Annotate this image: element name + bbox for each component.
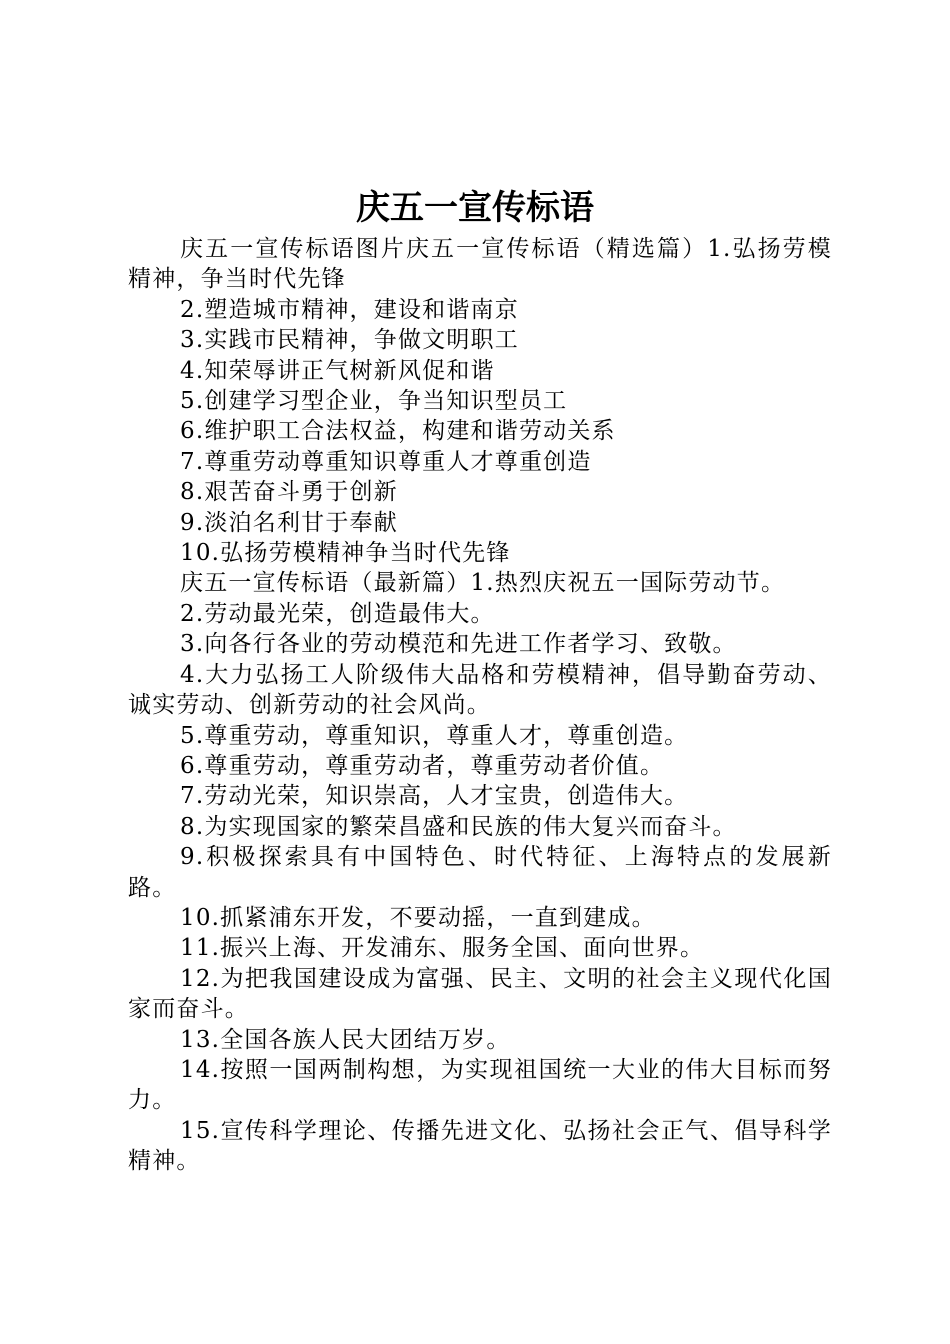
paragraph-2: 2.塑造城市精神，建设和谐南京 xyxy=(180,296,519,323)
paragraph-19: 9.积极探索具有中国特色、时代特征、上海特点的发展新路。 xyxy=(128,844,832,901)
page-title: 庆五一宣传标语 xyxy=(356,188,594,228)
document-body xyxy=(128,234,832,1177)
paragraph-11: 庆五一宣传标语（最新篇）1.热烈庆祝五一国际劳动节。 xyxy=(180,570,786,597)
paragraph-10: 10.弘扬劳模精神争当时代先锋 xyxy=(180,540,511,567)
paragraph-6: 6.维护职工合法权益，构建和谐劳动关系 xyxy=(180,418,616,445)
paragraph-18: 8.为实现国家的繁荣昌盛和民族的伟大复兴而奋斗。 xyxy=(180,813,737,840)
paragraph-16: 6.尊重劳动，尊重劳动者，尊重劳动者价值。 xyxy=(180,752,665,779)
paragraph-13: 3.向各行各业的劳动模范和先进工作者学习、致敬。 xyxy=(180,631,737,658)
paragraph-1: 庆五一宣传标语图片庆五一宣传标语（精选篇）1.弘扬劳模精神，争当时代先锋 xyxy=(128,236,832,293)
paragraph-23: 13.全国各族人民大团结万岁。 xyxy=(180,1026,511,1053)
paragraph-8: 8.艰苦奋斗勇于创新 xyxy=(180,479,398,506)
paragraph-12: 2.劳动最光荣，创造最伟大。 xyxy=(180,600,495,627)
paragraph-22: 12.为把我国建设成为富强、民主、文明的社会主义现代化国家而奋斗。 xyxy=(128,965,832,1023)
paragraph-20: 10.抓紧浦东开发，不要动摇，一直到建成。 xyxy=(180,904,656,931)
paragraph-5: 5.创建学习型企业，争当知识型员工 xyxy=(180,388,568,415)
paragraph-9: 9.淡泊名利甘于奉献 xyxy=(180,509,398,536)
paragraph-7: 7.尊重劳动尊重知识尊重人才尊重创造 xyxy=(180,448,592,475)
paragraph-25: 15.宣传科学理论、传播先进文化、弘扬社会正气、倡导科学精神。 xyxy=(128,1117,832,1175)
paragraph-3: 3.实践市民精神，争做文明职工 xyxy=(180,327,519,354)
paragraph-24: 14.按照一国两制构想，为实现祖国统一大业的伟大目标而努力。 xyxy=(128,1056,832,1114)
paragraph-15: 5.尊重劳动，尊重知识，尊重人才，尊重创造。 xyxy=(180,722,689,749)
paragraph-17: 7.劳动光荣，知识崇高，人才宝贵，创造伟大。 xyxy=(180,783,689,810)
paragraph-4: 4.知荣辱讲正气树新风促和谐 xyxy=(180,357,495,384)
paragraph-21: 11.振兴上海、开发浦东、服务全国、面向世界。 xyxy=(180,935,705,962)
paragraph-14: 4.大力弘扬工人阶级伟大品格和劳模精神，倡导勤奋劳动、诚实劳动、创新劳动的社会风尚。 xyxy=(128,661,832,719)
